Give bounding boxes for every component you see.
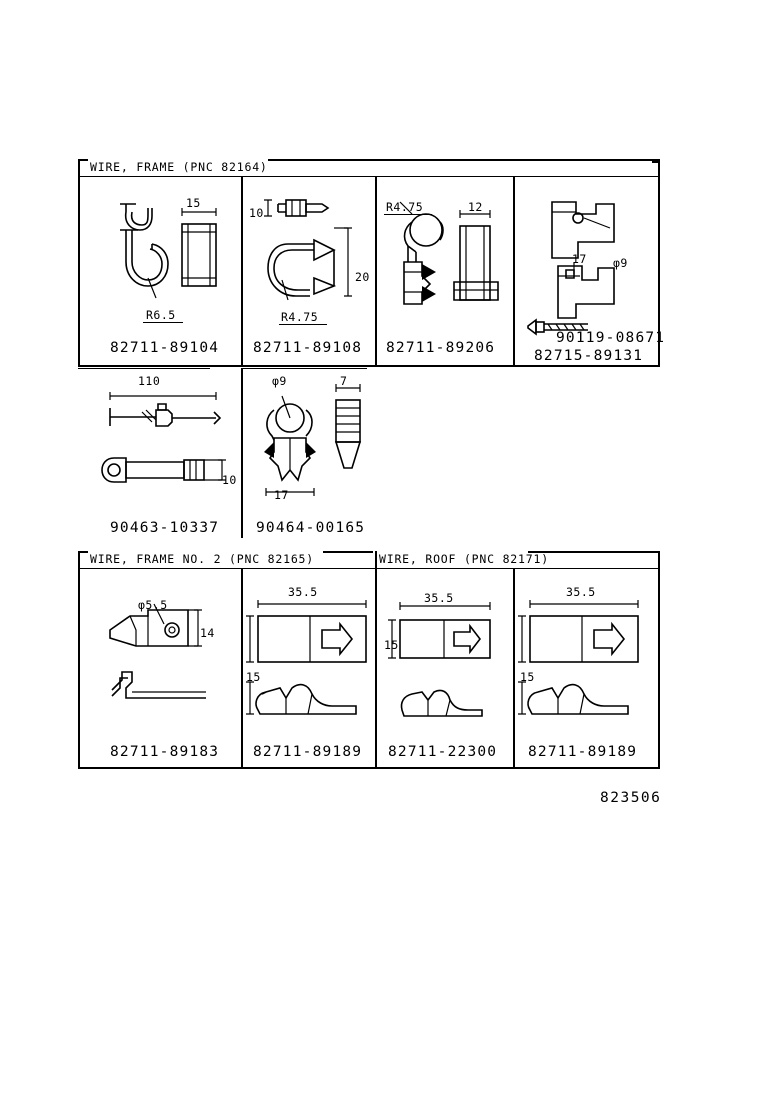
group1-title: WIRE, FRAME (PNC 82164) <box>90 160 268 174</box>
part-number-82711-89189-a: 82711-89189 <box>253 744 363 760</box>
group1-inner-top-rule <box>78 176 660 177</box>
dim-r475-cell2: R4.75 <box>281 310 319 324</box>
part-number-82711-22300: 82711-22300 <box>388 744 498 760</box>
dim-15-cell10: 15 <box>520 670 535 684</box>
part-number-82711-89104: 82711-89104 <box>110 340 220 356</box>
dim-15-cell1: 15 <box>186 196 201 210</box>
part-number-82715-89131: 82715-89131 <box>534 348 644 364</box>
dim-355-cell9: 35.5 <box>424 591 454 605</box>
clamp-drawing-82711-89189-a <box>246 582 376 737</box>
group2-border-left <box>78 551 80 769</box>
dim-10-cell5: 10 <box>222 473 237 487</box>
group3-divider-1 <box>513 568 515 767</box>
dim-14-cell7: 14 <box>200 626 215 640</box>
group1-border-top-right <box>268 159 660 161</box>
dim-r475-underline-cell3 <box>384 214 432 215</box>
row2-rule-mid <box>241 368 367 369</box>
dim-355-cell8: 35.5 <box>288 585 318 599</box>
dim-20-cell2: 20 <box>355 270 370 284</box>
dim-355-cell10: 35.5 <box>566 585 596 599</box>
group1-border-bottom <box>78 365 660 367</box>
dim-10-cell2: 10 <box>249 206 264 220</box>
group2-divider-1 <box>241 568 243 767</box>
dim-15-cell8: 15 <box>246 670 261 684</box>
group23-inner-top-rule <box>78 568 660 569</box>
part-number-82711-89189-b: 82711-89189 <box>528 744 638 760</box>
part-number-82711-89183: 82711-89183 <box>110 744 220 760</box>
dim-7-cell6: 7 <box>340 374 348 388</box>
group1-divider-1 <box>241 176 243 365</box>
dim-17-cell6: 17 <box>274 488 289 502</box>
hose-clamp-drawing-90463-10337 <box>96 374 246 519</box>
dim-r475-cell3: R4.75 <box>386 200 424 214</box>
dim-phi55-cell7: φ5.5 <box>138 598 168 612</box>
group1-divider-3 <box>513 176 515 365</box>
part-number-90464-00165: 90464-00165 <box>256 520 366 536</box>
dim-phi9-cell6: φ9 <box>272 374 287 388</box>
clip-drawing-90464-00165 <box>248 374 378 519</box>
part-number-90463-10337: 90463-10337 <box>110 520 220 536</box>
bracket-drawing-82715-89131 <box>518 188 658 338</box>
corner-tick-right <box>652 161 660 163</box>
dim-110-cell5: 110 <box>138 374 161 388</box>
group3-title: WIRE, ROOF (PNC 82171) <box>379 552 549 566</box>
group2-border-top-mid <box>323 551 373 553</box>
part-number-90119-08671: 90119-08671 <box>556 330 666 346</box>
clamp-drawing-82711-22300 <box>386 588 511 738</box>
group1-border-left <box>78 159 80 367</box>
group2-title: WIRE, FRAME NO. 2 (PNC 82165) <box>90 552 314 566</box>
dim-17-cell4: 17 <box>572 252 587 266</box>
group23-border-bottom <box>78 767 660 769</box>
dim-15-cell9: 15 <box>384 638 399 652</box>
dim-r475-underline-cell2 <box>279 324 327 325</box>
part-number-82711-89108: 82711-89108 <box>253 340 363 356</box>
part-number-82711-89206: 82711-89206 <box>386 340 496 356</box>
figure-number: 823506 <box>600 790 662 806</box>
dim-r65-cell1: R6.5 <box>146 308 176 322</box>
dim-phi9-cell4: φ9 <box>613 256 628 270</box>
dim-12-cell3: 12 <box>468 200 483 214</box>
clamp-drawing-82711-89189-b <box>518 582 648 737</box>
row2-rule-left <box>78 368 210 369</box>
dim-r65-underline <box>143 322 183 323</box>
group3-border-right <box>658 551 660 769</box>
